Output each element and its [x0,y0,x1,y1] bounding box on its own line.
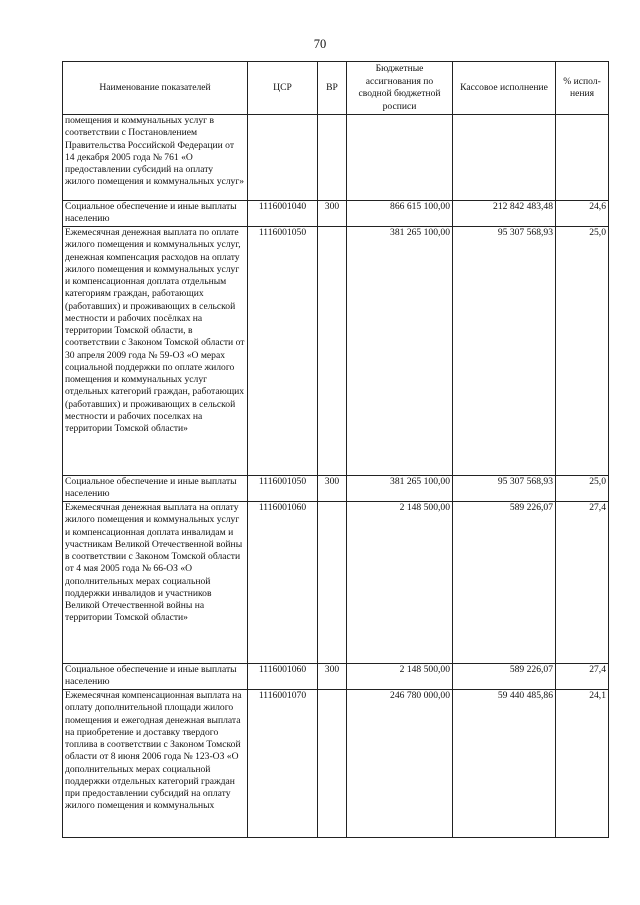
row-percent [556,115,609,201]
row-vr: 300 [318,664,347,690]
table-header-row [63,62,609,115]
header-name: Наименование показателей [63,62,248,115]
row-csr: 1116001060 [248,502,318,664]
row-percent: 27,4 [556,664,609,690]
row-budget: 866 615 100,00 [347,201,453,227]
row-vr: 300 [318,201,347,227]
row-cash: 59 440 485,86 [453,690,556,838]
row-vr [318,115,347,201]
row-budget [347,115,453,201]
row-percent: 25,0 [556,227,609,476]
row-budget: 2 148 500,00 [347,664,453,690]
row-percent: 24,6 [556,201,609,227]
table-row [63,201,609,227]
header-cash: Кассовое исполнение [453,62,556,115]
row-vr: 300 [318,476,347,502]
row-percent: 24,1 [556,690,609,838]
header-vr: ВР [318,62,347,115]
row-cash: 589 226,07 [453,502,556,664]
row-csr: 1116001070 [248,690,318,838]
row-vr [318,690,347,838]
row-csr: 1116001060 [248,664,318,690]
row-name: Ежемесячная компенсационная выплата на оплату дополнительной площади жилого помещения и ежегодная денежная выплата на приобретение и доставку твердого топлива в соответствии с Законом Томской области от 8 июня 2006 года № 123-ОЗ «О дополнительных мерах социальной поддержки отдельных категорий граждан при предоставлении субсидий на оплату жилого помещения и коммунальных [63,690,248,838]
row-percent: 25,0 [556,476,609,502]
table-row [63,502,609,664]
row-csr: 1116001050 [248,476,318,502]
row-cash: 95 307 568,93 [453,227,556,476]
row-name: Социальное обеспечение и иные выплаты населению [63,201,248,227]
row-budget: 381 265 100,00 [347,476,453,502]
row-name: помещения и коммунальных услуг в соответствии с Постановлением Правительства Российской Федерации от 14 декабря 2005 года № 761 «О предоставлении субсидий на оплату жилого помещения и коммунальных услуг» [63,115,248,201]
row-name: Ежемесячная денежная выплата на оплату жилого помещения и коммунальных услуг и компенсационная доплата инвалидам и участникам Великой Отечественной войны в соответствии с Законом Томской области от 4 мая 2005 года № 66-ОЗ «О дополнительных мерах социальной поддержки инвалидов и участников Великой Отечественной войны на территории Томской области» [63,502,248,664]
row-percent: 27,4 [556,502,609,664]
table-row [63,690,609,838]
row-cash: 212 842 483,48 [453,201,556,227]
header-percent: % испол-нения [556,62,609,115]
row-csr: 1116001050 [248,227,318,476]
row-name: Социальное обеспечение и иные выплаты населению [63,476,248,502]
header-csr: ЦСР [248,62,318,115]
table-row [63,664,609,690]
row-cash [453,115,556,201]
table-row [63,227,609,476]
row-budget: 2 148 500,00 [347,502,453,664]
row-vr [318,502,347,664]
row-budget: 246 780 000,00 [347,690,453,838]
header-budget: Бюджетные ассигнования по сводной бюджетной росписи [347,62,453,115]
page-number: 70 [313,37,327,51]
budget-execution-table [62,61,609,838]
row-csr: 1116001040 [248,201,318,227]
row-cash: 95 307 568,93 [453,476,556,502]
row-csr [248,115,318,201]
row-cash: 589 226,07 [453,664,556,690]
table-row [63,476,609,502]
row-name: Социальное обеспечение и иные выплаты населению [63,664,248,690]
row-vr [318,227,347,476]
row-name: Ежемесячная денежная выплата по оплате жилого помещения и коммунальных услуг, денежная компенсация расходов на оплату жилого помещения и коммунальных услуг и компенсационная доплата отдельным категориям граждан, работающих (работавших) и проживающих в сельской местности и рабочих посёлках на территории Томской области, в соответствии с Законом Томской области от 30 апреля 2009 года № 59-ОЗ «О мерах социальной поддержки по оплате жилого помещения и коммунальных услуг отдельных категорий граждан, работающих (работавших) и проживающих в сельской местности и рабочих поселках на территории Томской области» [63,227,248,476]
table-row [63,115,609,201]
row-budget: 381 265 100,00 [347,227,453,476]
